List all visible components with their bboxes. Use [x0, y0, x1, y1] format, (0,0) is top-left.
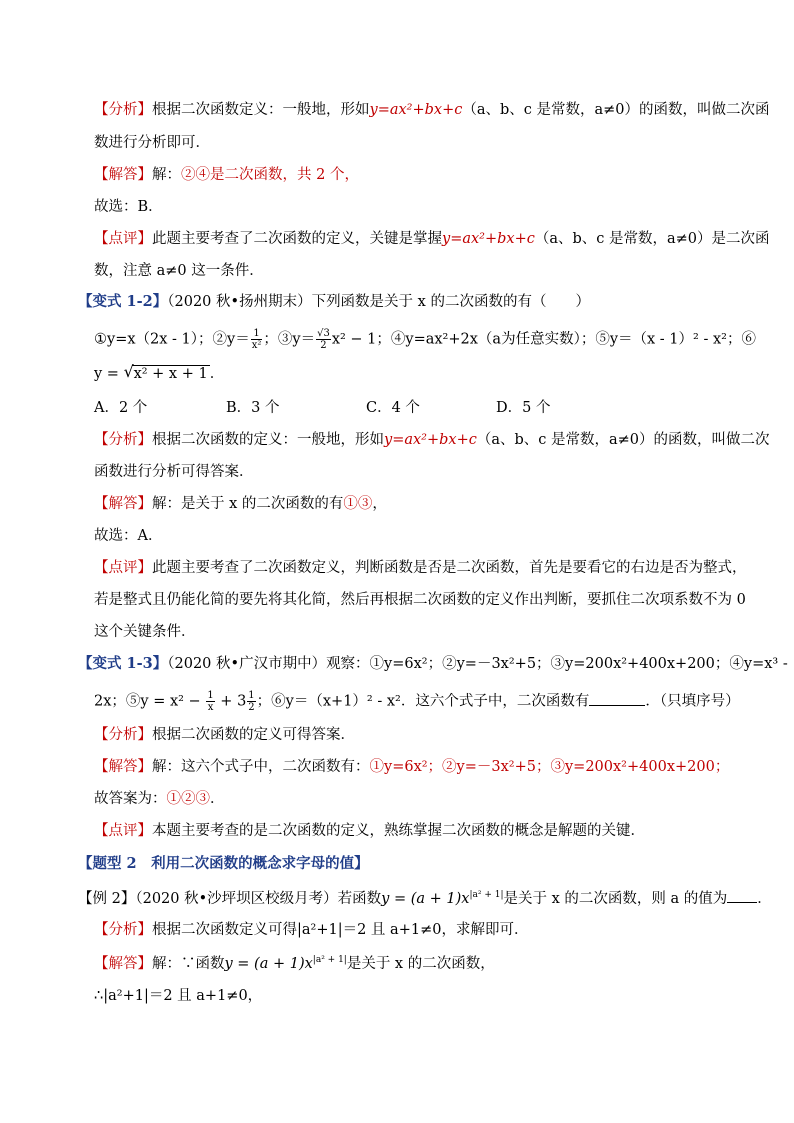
text: 本题主要考查的是二次函数的定义，熟练掌握二次函数的概念是解题的关键． [152, 823, 645, 839]
formula: y = (a + 1)x [224, 956, 313, 972]
answer-highlight: ①②③ [166, 791, 210, 807]
variant-1-3-comment [94, 821, 645, 841]
example-2-analysis [94, 920, 528, 940]
text: 故答案为： [94, 791, 167, 807]
answer-highlight: ①y=6x²；②y=－3x²+5；③y=200x²+400x+200； [369, 759, 730, 775]
variant-1-3-answer-line1 [94, 757, 729, 777]
example-tag: 【例 2】 [78, 891, 136, 907]
text: 根据二次函数定义可得|a²+1|＝2 且 a+1≠0，求解即可． [152, 922, 529, 938]
option-b: B．3 个 [226, 400, 280, 416]
sqrt-icon: √ [123, 362, 134, 381]
option-a: A．2 个 [94, 400, 148, 416]
example-2-answer-line1 [94, 954, 495, 974]
text: 根据二次函数的定义可得答案． [152, 727, 355, 743]
answer-blank [727, 888, 757, 903]
answer-blank [589, 691, 645, 706]
analysis-tag: 【分析】 [94, 727, 152, 743]
variant-1-3-line2 [94, 690, 740, 713]
mixed-fraction [247, 690, 255, 713]
ex1-1-answer-line1 [94, 165, 359, 185]
text: ∴|a²+1|＝2 且 a+1≠0， [94, 988, 263, 1004]
text: 根据二次函数的定义：一般地，形如 [152, 432, 384, 448]
text: 若是整式且仍能化简的要先将其化简，然后再根据二次函数的定义作出判断，要抓住二次项系数不为 0 [94, 592, 746, 608]
variant-1-3-line1 [78, 654, 788, 674]
topic-2-heading [78, 854, 369, 874]
variant-1-2-answer-line1 [94, 494, 387, 514]
text: 解： [152, 167, 181, 183]
fraction-denominator: 2 [248, 702, 255, 713]
formula: y=ax²+bx+c [384, 432, 477, 448]
fraction-denominator: 2 [320, 340, 327, 351]
fraction-denominator: x [207, 702, 214, 713]
text: 根据二次函数定义：一般地，形如 [152, 102, 370, 118]
variant-1-2-comment-line3 [94, 622, 196, 642]
text: 此题主要考查了二次函数定义，判断函数是否是二次函数，首先是要看它的右边是否为整式， [152, 560, 747, 576]
square-root [124, 364, 210, 384]
text: （a、b、c 是常数，a≠0）是二次函 [534, 231, 770, 247]
analysis-tag: 【分析】 [94, 922, 152, 938]
text: 此题主要考查了二次函数的定义，关键是掌握 [152, 231, 442, 247]
option-c: C．4 个 [366, 400, 420, 416]
answer-highlight: ②④是二次函数，共 2 个， [181, 167, 359, 183]
text: 是关于 x 的二次函数， [346, 956, 495, 972]
text: 故选：A． [94, 528, 163, 544]
example-2-question [78, 888, 772, 909]
variant-1-3-answer-line2 [94, 789, 225, 809]
formula: y=ax²+bx+c [442, 231, 535, 247]
text: ． [757, 891, 772, 907]
variant-1-2-analysis-line2 [94, 462, 254, 482]
variant-1-2-comment-line1 [94, 558, 747, 578]
text: x² − 1；④y=ax²+2x（a为任意实数）；⑤y＝（x - 1）² - x²；⑥ [331, 331, 756, 348]
question-text: （2020 秋•扬州期末）下列函数是关于 x 的二次函数的有（ ） [167, 294, 590, 310]
analysis-tag: 【分析】 [94, 432, 152, 448]
answer-tag: 【解答】 [94, 496, 152, 512]
variant-tag: 【变式 1-2】 [78, 293, 168, 310]
text: y = [94, 366, 124, 382]
ex1-1-comment-line1 [94, 229, 770, 249]
formula-exponent: |a² + 1| [312, 955, 347, 965]
text: 2x；⑤y = x² − [94, 693, 206, 710]
text: ；⑥y＝（x+1）² - x²．这六个式子中，二次函数有 [256, 693, 590, 710]
analysis-tag: 【分析】 [94, 102, 152, 118]
text: 解：是关于 x 的二次函数的有 [152, 496, 344, 512]
variant-1-2-answer-line2 [94, 526, 162, 546]
text: ， [372, 496, 387, 512]
sqrt-radicand: x² + x + 1 [133, 366, 208, 382]
ex1-1-analysis-line1 [94, 100, 770, 120]
text: 解：∵函数 [152, 956, 225, 972]
ex1-1-analysis-line2 [94, 133, 210, 153]
section-title: 【题型 2 利用二次函数的概念求字母的值】 [78, 855, 369, 872]
formula: y = (a + 1)x [381, 891, 470, 907]
answer-highlight: ①③ [343, 496, 373, 512]
comment-tag: 【点评】 [94, 823, 152, 839]
text: ．（只填序号） [645, 693, 740, 710]
text: （2020 秋•沙坪坝区校级月考）若函数 [135, 891, 382, 907]
example-2-answer-line2 [94, 986, 262, 1006]
fraction [316, 328, 331, 351]
variant-1-2-analysis-line1 [94, 430, 770, 450]
variant-tag: 【变式 1-3】 [78, 655, 168, 672]
fraction-numerator: 1 [207, 690, 214, 701]
text: （a、b、c 是常数，a≠0）的函数，叫做二次函 [462, 102, 770, 118]
fraction [206, 690, 214, 713]
text: 这个关键条件． [94, 624, 196, 640]
variant-1-2-items-line2 [94, 364, 224, 384]
fraction-numerator: √3 [317, 328, 330, 339]
ex1-1-answer-line2 [94, 197, 163, 217]
option-d: D．5 个 [496, 400, 551, 416]
fraction-numerator: 1 [248, 690, 255, 701]
text: + 3 [215, 693, 247, 710]
text: 故选：B． [94, 199, 163, 215]
question-text: （2020 秋•广汉市期中）观察：①y=6x²；②y=－3x²+5；③y=200x²+400x+200；④y=x³ - [167, 656, 788, 672]
text: 数，注意 a≠0 这一条件． [94, 263, 264, 279]
text: ①y=x（2x - 1）；②y＝ [94, 331, 250, 348]
variant-1-2-items-line1 [94, 328, 756, 351]
formula: y=ax²+bx+c [369, 102, 463, 118]
text: ． [209, 366, 225, 382]
variant-1-3-analysis [94, 725, 355, 745]
variant-1-2-question [78, 292, 590, 312]
text: 是关于 x 的二次函数，则 a 的值为 [503, 891, 728, 907]
comment-tag: 【点评】 [94, 231, 152, 247]
answer-tag: 【解答】 [94, 759, 152, 775]
comment-tag: 【点评】 [94, 560, 152, 576]
fraction [251, 328, 263, 351]
fraction-numerator: 1 [251, 328, 263, 340]
text: ；③y＝ [263, 331, 316, 348]
text: 数进行分析即可． [94, 135, 210, 151]
fraction-denominator: x² [251, 340, 262, 351]
text: （a、b、c 是常数，a≠0）的函数，叫做二次 [476, 432, 770, 448]
text: ． [210, 791, 225, 807]
text: 解：这六个式子中，二次函数有： [152, 759, 370, 775]
variant-1-2-comment-line2 [94, 590, 746, 610]
formula-exponent: |a² + 1| [469, 890, 504, 900]
ex1-1-comment-line2 [94, 261, 264, 281]
answer-tag: 【解答】 [94, 167, 152, 183]
answer-tag: 【解答】 [94, 956, 152, 972]
text: 函数进行分析可得答案． [94, 464, 254, 480]
